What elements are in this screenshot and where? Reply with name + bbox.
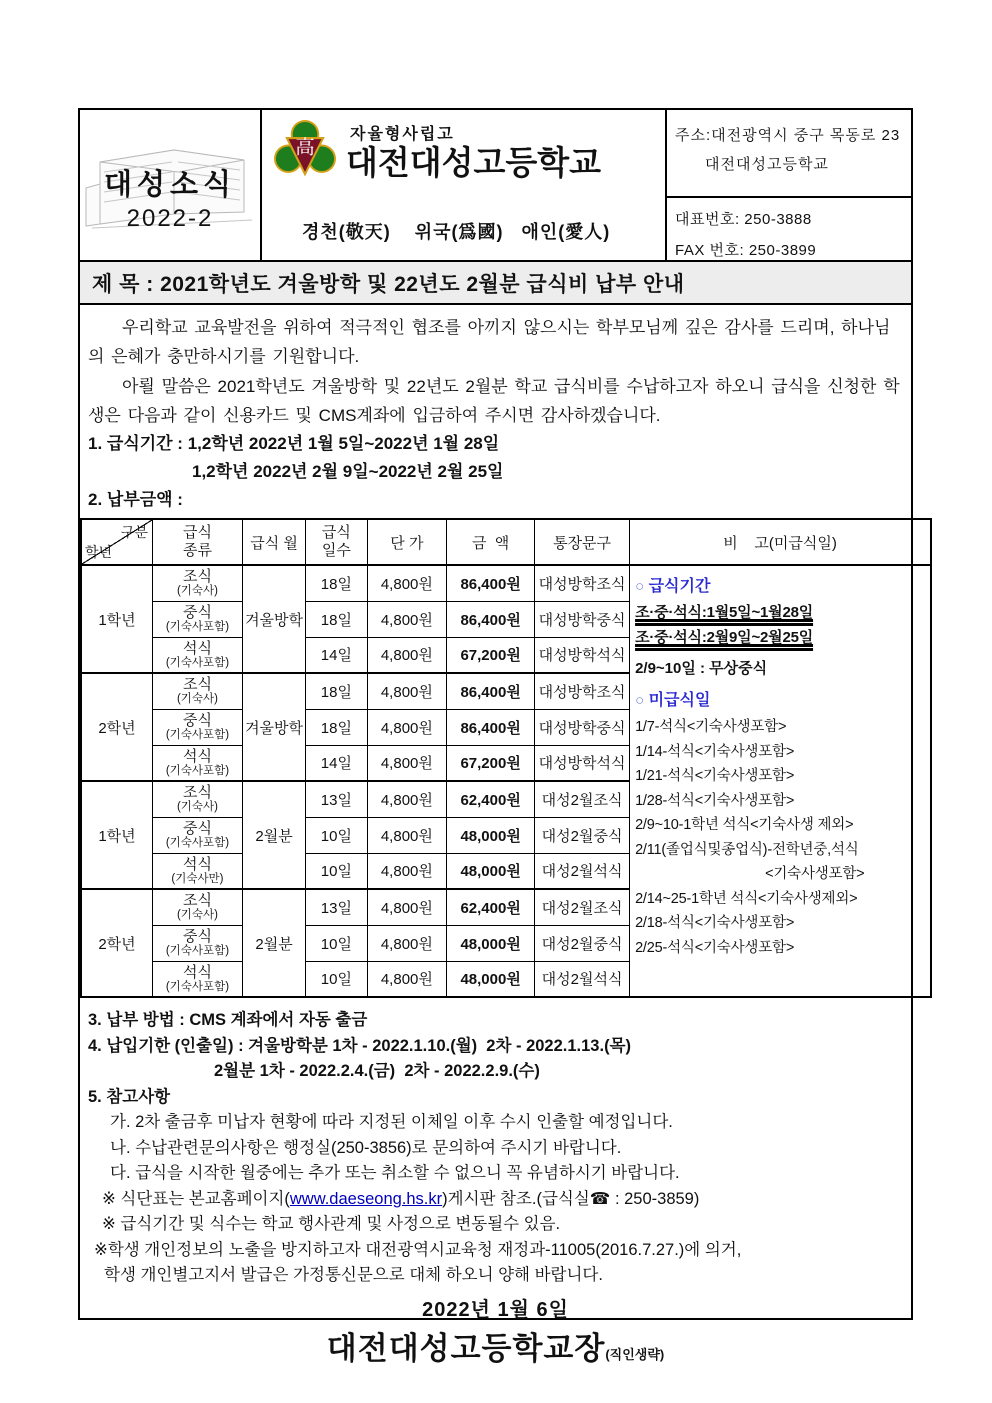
price-cell: 4,800원 [367,781,447,817]
table-header-unit-price: 단 가 [367,519,447,565]
memo-cell: 대성방학중식 [535,709,630,745]
school-motto: 경천(敬天) 위국(爲國) 애인(愛人) [302,222,611,242]
meal-type-cell: 조식 (기숙사) [153,565,243,601]
no-meal-day-item-continuation: <기숙사생포함> [765,866,865,882]
payment-table [80,518,932,998]
masthead-left-cell [80,110,262,260]
price-cell: 4,800원 [367,637,447,673]
memo-cell: 대성방학조식 [535,565,630,601]
masthead [80,110,911,262]
note-da: 다. 급식을 시작한 월중에는 추가 또는 취소할 수 없으니 꼭 유념하시기 바랍니다. [110,1164,680,1182]
phone-number: 대표번호: 250-3888 [675,211,812,228]
meal-type-cell: 중식 (기숙사포함) [153,601,243,637]
no-meal-day-item: 1/14-석식<기숙사생포함> [635,743,795,760]
note-menu-suffix: )게시판 참조.(급식실☎ : 250-3859) [442,1189,700,1208]
meal-type-cell: 중식 (기숙사포함) [153,709,243,745]
footer-date: 2022년 1월 6일 [422,1298,569,1321]
corner-label-gubun: 구분 [120,524,148,540]
corner-label-grade: 학년 [85,544,113,560]
website-link[interactable]: www.daeseong.hs.kr [289,1189,443,1208]
days-cell: 10일 [306,853,367,889]
memo-cell: 대성방학조식 [535,673,630,709]
table-header-remarks: 비 고(미급식일) [630,519,931,565]
grade-cell: 1학년 [81,781,153,889]
days-cell: 18일 [306,673,367,709]
masthead-right-cell [667,110,911,260]
issue-number: 2022-2 [126,205,214,232]
remarks-free-lunch: 2/9~10일 : 무상중식 [635,660,768,677]
remarks-period-february: 조·중·석식:2월9일~2월25일 [635,629,814,646]
meal-type-cell: 석식 (기숙사만) [153,853,243,889]
days-cell: 14일 [306,745,367,781]
remarks-period-january: 조·중·석식:1월5일~1월28일 [635,604,814,621]
document-frame [78,108,913,1366]
section-5-reference-label: 5. 참고사항 [88,1087,171,1106]
table-header-amount: 금 액 [447,519,535,565]
table-header-meal-days: 급식 일수 [306,519,367,565]
signer-name: 대전대성고등학교장 [326,1330,606,1366]
intro-paragraph-1: 우리학교 교육발전을 위하여 적극적인 협조를 아끼지 않으시는 학부모님께 깊은 감사를 드리며, 하나님의 은혜가 충만하시기를 기원합니다. [88,318,891,366]
price-cell: 4,800원 [367,565,447,601]
days-cell: 18일 [306,601,367,637]
amount-cell: 48,000원 [447,853,535,889]
meal-type-cell: 석식 (기숙사포함) [153,745,243,781]
note-menu [88,1187,903,1213]
price-cell: 4,800원 [367,925,447,961]
price-cell: 4,800원 [367,673,447,709]
footer-signature [88,1323,903,1368]
memo-cell: 대성2월조식 [535,781,630,817]
document-body [80,305,911,1368]
grade-cell: 2학년 [81,889,153,997]
bottom-notes [88,1008,903,1289]
section-1-meal-period-line-1: 1. 급식기간 : 1,2학년 2022년 1월 5일~2022년 1월 28일 [88,434,500,453]
section-3-payment-method: 3. 납부 방법 : CMS 계좌에서 자동 출금 [88,1011,368,1029]
note-privacy-line-1: ※학생 개인정보의 노출을 방지하고자 대전광역시교육청 재정과-11005(2016.7.27.)에 의거, [94,1240,742,1259]
remarks-heading-no-meal-days: ○ 미급식일 [635,692,711,709]
meal-month-cell: 겨울방학 [242,565,305,673]
memo-cell: 대성2월석식 [535,961,630,997]
table-row [81,565,931,601]
meal-type-cell: 중식 (기숙사포함) [153,817,243,853]
section-1-meal-period-line-2: 1,2학년 2022년 2월 9일~2022년 2월 25일 [192,462,504,481]
days-cell: 18일 [306,709,367,745]
days-cell: 18일 [306,565,367,601]
section-4-due-dates-line-1: 4. 납입기한 (인출일) : 겨울방학분 1차 - 2022.1.10.(월) 2차 - 2022.1.13.(목) [88,1036,631,1055]
address-line-1: 주소:대전광역시 중구 목동로 23 [675,127,901,144]
memo-cell: 대성방학석식 [535,637,630,673]
note-privacy-line-2: 학생 개인별고지서 발급은 가정통신문으로 대체 하오니 양해 바랍니다. [104,1266,603,1284]
meal-type-cell: 석식 (기숙사포함) [153,961,243,997]
circle-bullet-icon: ○ [635,578,645,595]
intro-paragraph-2: 아뢸 말씀은 2021학년도 겨울방학 및 22년도 2월분 학교 급식비를 수납하고자 하오니 급식을 신청한 학생은 다음과 같이 신용카드 및 CMS계좌에 입금하여 주시면 감사하겠습니다. [88,377,900,425]
no-meal-day-item: 1/28-석식<기숙사생포함> [635,792,795,809]
no-meal-day-item: 2/9~10-1학년 석식<기숙사생 제외> [635,817,854,833]
price-cell: 4,800원 [367,709,447,745]
school-name: 대전대성고등학교 [346,143,602,181]
grade-cell: 1학년 [81,565,153,673]
section-2-payment-amount-label: 2. 납부금액 : [88,490,183,509]
memo-cell: 대성2월중식 [535,925,630,961]
price-cell: 4,800원 [367,889,447,925]
price-cell: 4,800원 [367,745,447,781]
memo-cell: 대성2월조식 [535,889,630,925]
school-contact-block [667,198,911,260]
table-header-corner [81,519,153,565]
no-meal-day-item: 2/25-석식<기숙사생포함> [635,939,795,956]
no-meal-day-item: 1/7-석식<기숙사생포함> [635,719,787,735]
amount-cell: 62,400원 [447,781,535,817]
meal-type-cell: 조식 (기숙사) [153,781,243,817]
newsletter-banner [80,162,260,233]
meal-type-cell: 중식 (기숙사포함) [153,925,243,961]
price-cell: 4,800원 [367,817,447,853]
meal-month-cell: 2월분 [242,889,305,997]
days-cell: 10일 [306,961,367,997]
amount-cell: 67,200원 [447,637,535,673]
note-ga: 가. 2차 출금후 미납자 현황에 따라 지정된 이체일 이후 수시 인출할 예정입니다. [110,1113,673,1131]
days-cell: 13일 [306,889,367,925]
school-emblem-icon [274,120,336,182]
signer-note: (직인생략) [605,1346,665,1362]
newsletter-name: 대성소식 [103,169,237,201]
amount-cell: 86,400원 [447,565,535,601]
amount-cell: 48,000원 [447,961,535,997]
price-cell: 4,800원 [367,853,447,889]
memo-cell: 대성2월중식 [535,817,630,853]
no-meal-day-item: 2/11(졸업식및종업식)-전학년중,석식 [635,841,859,858]
logo-character: 高 [295,136,315,159]
amount-cell: 67,200원 [447,745,535,781]
document-title: 제 목 : 2021학년도 겨울방학 및 22년도 2월분 급식비 납부 안내 [80,262,911,305]
meal-type-cell: 석식 (기숙사포함) [153,637,243,673]
remarks-cell [630,565,931,997]
amount-cell: 86,400원 [447,673,535,709]
no-meal-day-item: 1/21-석식<기숙사생포함> [635,768,795,784]
amount-cell: 48,000원 [447,817,535,853]
grade-cell: 2학년 [81,673,153,781]
remarks-heading-meal-period: ○ 급식기간 [635,578,711,595]
amount-cell: 86,400원 [447,601,535,637]
section-4-due-dates-line-2: 2월분 1차 - 2022.2.4.(금) 2차 - 2022.2.9.(수) [214,1062,540,1080]
meal-type-cell: 조식 (기숙사) [153,673,243,709]
memo-cell: 대성2월석식 [535,853,630,889]
note-na: 나. 수납관련문의사항은 행정실(250-3856)로 문의하여 주시기 바랍니다. [110,1138,622,1157]
amount-cell: 86,400원 [447,709,535,745]
memo-cell: 대성방학석식 [535,745,630,781]
table-header-bankbook-memo: 통장문구 [535,519,630,565]
fax-number: FAX 번호: 250-3899 [675,242,817,259]
days-cell: 10일 [306,817,367,853]
price-cell: 4,800원 [367,601,447,637]
meal-month-cell: 겨울방학 [242,673,305,781]
table-header-meal-month: 급식 월 [242,519,305,565]
address-line-2: 대전대성고등학교 [705,156,829,173]
school-type-label: 자율형사립고 [350,125,455,143]
days-cell: 10일 [306,925,367,961]
price-cell: 4,800원 [367,961,447,997]
memo-cell: 대성방학중식 [535,601,630,637]
amount-cell: 48,000원 [447,925,535,961]
meal-type-cell: 조식 (기숙사) [153,889,243,925]
note-menu-prefix: ※ 식단표는 본교홈페이지( [102,1189,290,1208]
circle-bullet-icon: ○ [635,692,645,709]
no-meal-day-item: 2/18-석식<기숙사생포함> [635,915,795,931]
table-header-row [81,519,931,565]
note-schedule-change: ※ 급식기간 및 식수는 학교 행사관계 및 사정으로 변동될수 있음. [102,1215,561,1233]
days-cell: 14일 [306,637,367,673]
masthead-center-cell [262,110,667,260]
no-meal-day-item: 2/14~25-1학년 석식<기숙사생제외> [635,890,858,907]
amount-cell: 62,400원 [447,889,535,925]
meal-month-cell: 2월분 [242,781,305,889]
table-header-meal-type: 급식 종류 [153,519,243,565]
school-address-block [667,110,911,198]
days-cell: 13일 [306,781,367,817]
